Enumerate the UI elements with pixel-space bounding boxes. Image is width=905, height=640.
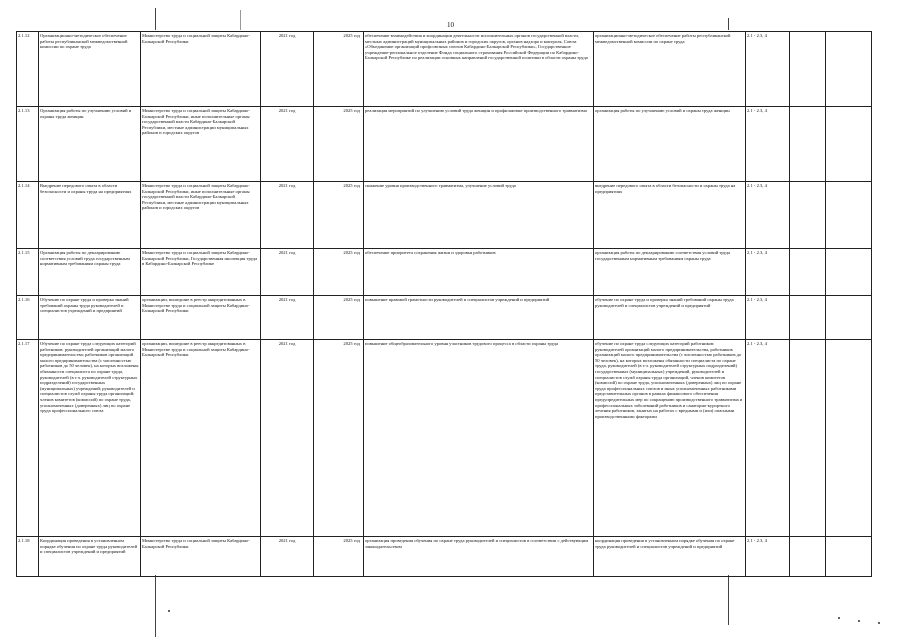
- measure-name: Координация проведения в установленном порядке обучения по охране труда руководителей и специалистов учреждений и предприятий: [39, 537, 141, 577]
- end-year: 2025 год: [314, 107, 364, 182]
- end-year: 2025 год: [314, 537, 364, 577]
- scan-line-mid: [240, 10, 241, 30]
- table-row: [17, 296, 872, 340]
- start-year: 2021 год: [261, 537, 314, 577]
- start-year: 2021 год: [261, 249, 314, 296]
- indicator-link: 2.1 - 2.3, 4: [746, 340, 790, 537]
- expected-result: обучение по охране труда следующих категорий работников: руководителей организаций малого предпринимательства, работников организаций малого предпринимательства (с численностью работников до 50 человек), на которых возложены обязанности специалиста по охране труда, руководителей (в т.ч. руководителей структурных подразделений) государственных (муниципальных) учреждений, руководителей и специалистов служб охраны труда организаций, членов комитетов (комиссий) по охране труда, уполномоченных (доверенных) лиц по охране труда профессиональных союзов и иных уполномоченных работниками представительных органов в рамках финансового обеспечения предупредительных мер по сокращению производственного травматизма и профессиональных заболеваний работников и санаторно-курортного лечения работников, занятых на работах с вредными и (или) опасными производственными факторами: [594, 340, 746, 537]
- executor: Министерство труда и социальной защиты Кабардино-Балкарской Республики: [141, 32, 261, 107]
- measure-name: Обучение по охране труда следующих категорий работников: руководителей организаций малого предпринимательства; работников организаций малого предпринимательства (с численностью работников до 50 человек), на которых возложены обязанности специалиста по охране труда, руководителей (в т.ч. руководителей структурных подразделений) государственных (муниципальных) учреждений; руководителей и специалистов служб охраны труда организаций; членов комитетов (комиссий) по охране труда, уполномоченных (доверенных) лиц по охране труда профессионального союза: [39, 340, 141, 537]
- table-row: [17, 182, 872, 249]
- executor: Министерство труда и социальной защиты Кабардино-Балкарской Республики, иные исполнительные органы государственной власти Кабардино-Балкарской Республики, местные администрации муниципальных районов и городских округов: [141, 182, 261, 249]
- indicator-link: 2.1 - 2.3, 4: [746, 107, 790, 182]
- scan-speck: [168, 610, 170, 612]
- indicator-link: 2.1 - 2.3, 4: [746, 537, 790, 577]
- measure-content: реализация мероприятий по улучшению условий труда женщин и профилактике производственного травматизма: [364, 107, 594, 182]
- empty-cell: [790, 537, 826, 577]
- empty-cell: [790, 296, 826, 340]
- expected-result: координация проведения в установленном порядке обучения по охране труда руководителей и специалистов учреждений и предприятий: [594, 537, 746, 577]
- measure-content: повышение правовой грамотности руководителей и специалистов учреждений и предприятий: [364, 296, 594, 340]
- executor: Министерство труда и социальной защиты Кабардино-Балкарской Республики, Государственная инспекция труда в Кабардино-Балкарской Республике: [141, 249, 261, 296]
- table-row: [17, 537, 872, 577]
- scan-line-left: [155, 8, 156, 30]
- row-number: 2.1.13: [17, 107, 39, 182]
- empty-cell: [790, 182, 826, 249]
- expected-result: организация работы по декларированию соответствия условий труда государственным нормативным требованиям охраны труда: [594, 249, 746, 296]
- measure-name: Организационно-методическое обеспечение работы республиканской межведомственной комиссии по охране труда: [39, 32, 141, 107]
- measure-content: повышение общеобразовательного уровня участников трудового процесса в области охраны труда: [364, 340, 594, 537]
- start-year: 2021 год: [261, 107, 314, 182]
- empty-cell: [826, 32, 872, 107]
- end-year: 2025 год: [314, 32, 364, 107]
- end-year: 2025 год: [314, 296, 364, 340]
- measure-name: Организация работы по улучшению условий и охраны труда женщин: [39, 107, 141, 182]
- expected-result: внедрение передового опыта в области безопасности и охраны труда на предприятиях: [594, 182, 746, 249]
- measures-table: [16, 31, 872, 577]
- executor: организации, вошедшие в реестр аккредитованных в Министерстве труда и социальной защиты Кабардино-Балкарской Республики: [141, 296, 261, 340]
- empty-cell: [826, 182, 872, 249]
- empty-cell: [826, 340, 872, 537]
- row-number: 2.1.18: [17, 537, 39, 577]
- row-number: 2.1.15: [17, 249, 39, 296]
- start-year: 2021 год: [261, 32, 314, 107]
- table-row: [17, 249, 872, 296]
- end-year: 2025 год: [314, 340, 364, 537]
- table-row: [17, 340, 872, 537]
- measure-name: Организация работы по декларированию соответствия условий труда государственным нормативным требованиям охраны труда: [39, 249, 141, 296]
- indicator-link: 2.1 - 2.3, 4: [746, 32, 790, 107]
- table-row: [17, 107, 872, 182]
- scan-line-left-bottom: [155, 575, 156, 637]
- end-year: 2025 год: [314, 249, 364, 296]
- measure-name: Обучение по охране труда и проверка знаний требований охраны труда руководителей и специалистов учреждений и предприятий: [39, 296, 141, 340]
- empty-cell: [826, 249, 872, 296]
- empty-cell: [826, 296, 872, 340]
- executor: Министерство труда и социальной защиты Кабардино-Балкарской Республики, иные исполнительные органы государственной власти Кабардино-Балкарской Республики, местные администрации муниципальных районов и городских округов: [141, 107, 261, 182]
- measure-name: Внедрение передового опыта в области безопасности и охраны труда на предприятиях: [39, 182, 141, 249]
- start-year: 2021 год: [261, 340, 314, 537]
- scan-line-right-bottom: [728, 575, 729, 625]
- empty-cell: [790, 340, 826, 537]
- measure-content: организация проведения обучения по охране труда руководителей и специалистов в соответствии с действующим законодательством: [364, 537, 594, 577]
- row-number: 2.1.14: [17, 182, 39, 249]
- expected-result: организация работы по улучшению условий и охраны труда женщин: [594, 107, 746, 182]
- empty-cell: [790, 107, 826, 182]
- empty-cell: [790, 249, 826, 296]
- indicator-link: 2.1 - 2.3, 4: [746, 249, 790, 296]
- start-year: 2021 год: [261, 182, 314, 249]
- indicator-link: 2.1 - 2.3, 4: [746, 296, 790, 340]
- expected-result: обучение по охране труда и проверка знаний требований охраны труда руководителей и специалистов учреждений и предприятий: [594, 296, 746, 340]
- expected-result: организационно-методическое обеспечение работы республиканской межведомственной комиссии по охране труда: [594, 32, 746, 107]
- row-number: 2.1.12: [17, 32, 39, 107]
- empty-cell: [826, 537, 872, 577]
- end-year: 2025 год: [314, 182, 364, 249]
- scan-speck: [838, 617, 840, 619]
- scan-speck: [858, 620, 860, 622]
- empty-cell: [790, 32, 826, 107]
- scan-line-right: [728, 18, 729, 30]
- table-row: [17, 32, 872, 107]
- indicator-link: 2.1 - 2.3, 4: [746, 182, 790, 249]
- executor: Министерство труда и социальной защиты Кабардино-Балкарской Республики: [141, 537, 261, 577]
- scan-speck: [878, 622, 880, 624]
- page-number: 10: [447, 21, 454, 29]
- empty-cell: [826, 107, 872, 182]
- start-year: 2021 год: [261, 296, 314, 340]
- measure-content: обеспечение приоритета сохранения жизни и здоровья работников: [364, 249, 594, 296]
- measure-content: обеспечение взаимодействия и координации деятельности исполнительных органов государственной власти, местных администраций муниципальных районов и городских округов, органов надзора и контроля, Союза «Объединение организаций профсоюзных союзов Кабардино-Балкарской Республики», Государственное учреждение-региональное отделение Фонда социального страхования Российской Федерации по Кабардино-Балкарской Республике по реализации основных направлений государственной политики в области охраны труда: [364, 32, 594, 107]
- row-number: 2.1.17: [17, 340, 39, 537]
- row-number: 2.1.16: [17, 296, 39, 340]
- executor: организации, вошедшие в реестр аккредитованных в Министерстве труда и социальной защиты Кабардино-Балкарской Республики: [141, 340, 261, 537]
- measure-content: снижение уровня производственного травматизма, улучшение условий труда: [364, 182, 594, 249]
